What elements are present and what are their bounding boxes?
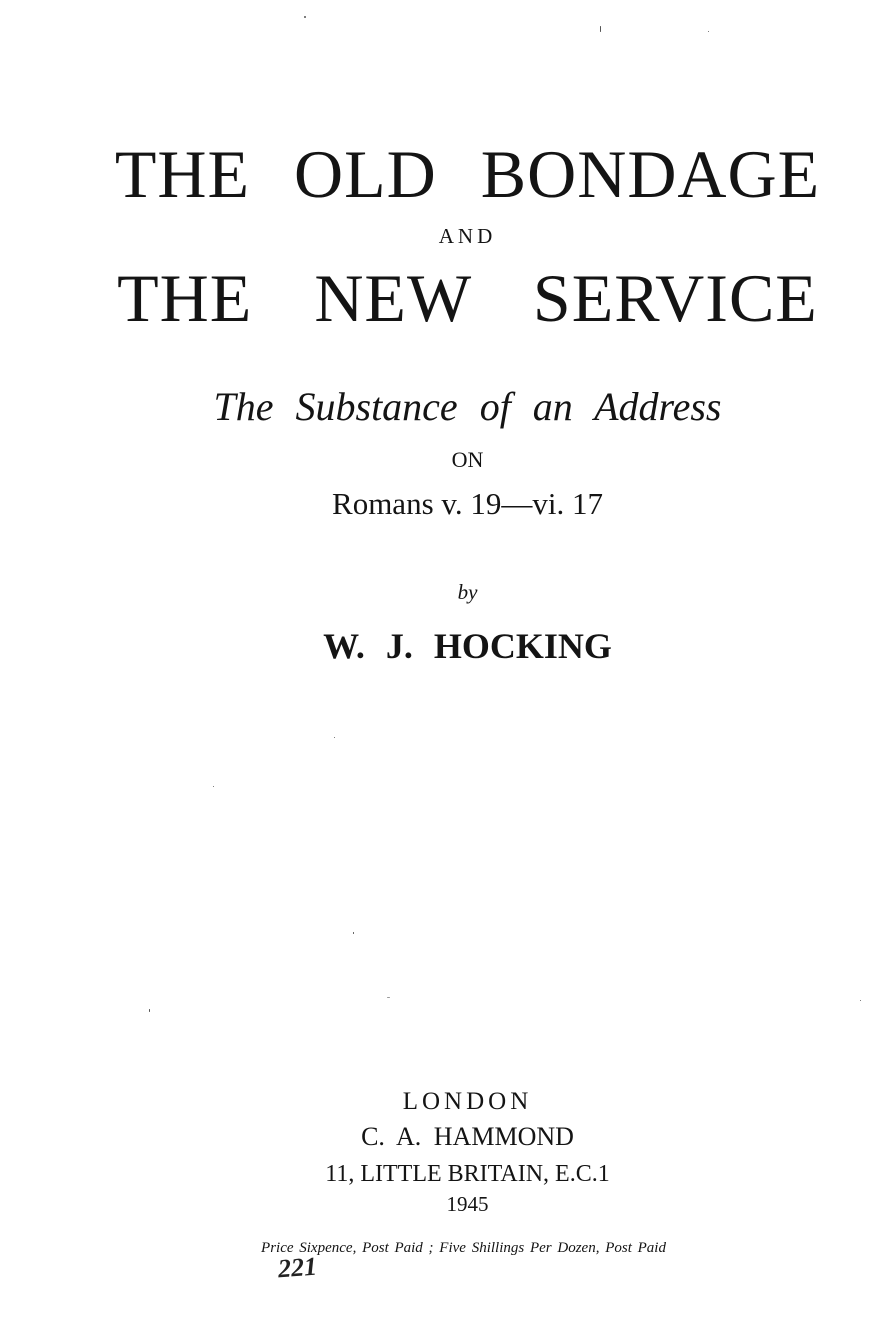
price-line: Price Sixpence, Post Paid ; Five Shillings Per Dozen, Post Paid	[261, 1240, 666, 1256]
scan-speck	[213, 786, 214, 787]
title-line-2: THE NEW SERVICE	[117, 260, 818, 336]
title-conjunction: AND	[438, 224, 497, 248]
scan-speck	[860, 1000, 861, 1001]
scan-speck	[149, 1009, 150, 1012]
scan-speck	[304, 16, 306, 18]
scan-speck	[708, 31, 709, 32]
imprint-city: LONDON	[402, 1088, 533, 1115]
author-name: W. J. HOCKING	[323, 626, 612, 666]
on-label: ON	[451, 447, 484, 472]
scan-speck	[334, 737, 335, 738]
imprint-year: 1945	[446, 1192, 489, 1216]
scripture-reference: Romans v. 19—vi. 17	[332, 486, 603, 521]
handwritten-mark: 221	[277, 1251, 318, 1284]
scan-speck	[387, 997, 390, 998]
scan-speck	[353, 932, 354, 934]
scan-speck	[600, 26, 601, 32]
imprint-address: 11, LITTLE BRITAIN, E.C.1	[325, 1161, 610, 1187]
title-line-1: THE OLD BONDAGE	[114, 136, 821, 212]
subtitle: The Substance of an Address	[213, 384, 722, 429]
by-label: by	[457, 580, 478, 604]
imprint-publisher: C. A. HAMMOND	[361, 1122, 574, 1151]
